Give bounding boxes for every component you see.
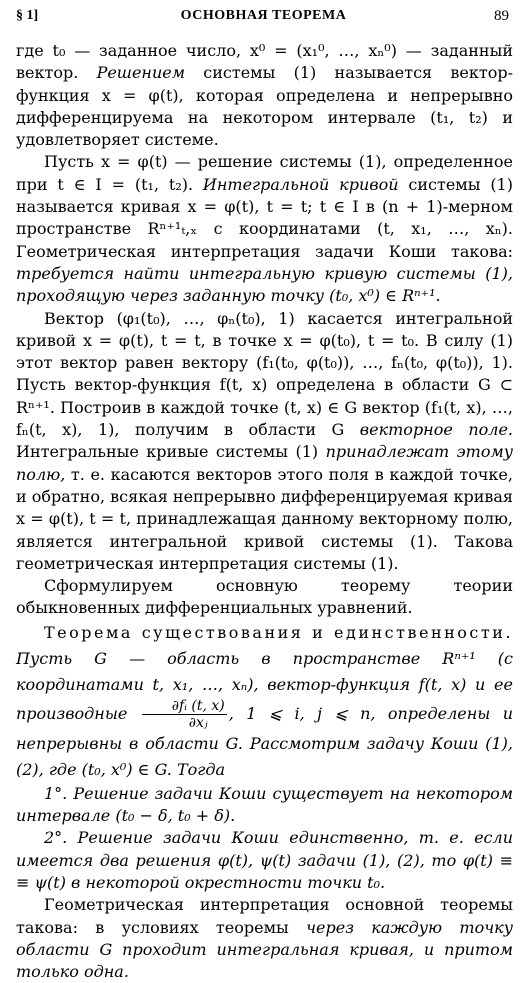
paragraph-solution-definition: где t₀ — заданное число, x⁰ = (x₁⁰, …, xₙ⁰) — заданный вектор. Решением системы (1) называется вектор-функция x = φ(t), которая определена и непрерывно дифференцируема на некотором интервале (t₁, t₂) и удовлетворяет системе. [16, 41, 513, 150]
running-title: ОСНОВНАЯ ТЕОРЕМА [180, 8, 347, 23]
paragraph-formulate: Сформулируем основную теорему теории обыкновенных дифференциальных уравнений. [16, 576, 513, 618]
theorem-item-existence: 1°. Решение задачи Коши существует на некотором интервале (t₀ − δ, t₀ + δ). [16, 783, 513, 826]
theorem-statement: Теорема существования и единственности. Пусть G — область в пространстве Rⁿ⁺¹ (с координатами t, x₁, …, xₙ), вектор-функция f(t, x) и ее производные $\frac{\text{∂fᵢ (t, x)}}{\text{∂xⱼ}}$ , 1 ⩽ i, j ⩽ n, определены и непрерывны в области G. Рассмотрим задачу Коши (1), (2), где (t₀, x⁰) ∈ G. Тогда [16, 622, 513, 779]
theorem-heading: Теорема существования и единственности. [44, 622, 513, 642]
page-number: 89 [494, 8, 509, 24]
page-body [16, 40, 513, 983]
theorem-item-uniqueness: 2°. Решение задачи Коши единственно, т. е. если имеется два решения φ(t), ψ(t) задачи (1), (2), то φ(t) ≡ ≡ ψ(t) в некоторой окрестности точки t₀. [16, 828, 513, 892]
paragraph-vector-field: Вектор (φ₁(t₀), …, φₙ(t₀), 1) касается интегральной кривой x = φ(t), t = t, в точке x = φ(t₀), t = t₀. В силу (1) этот вектор равен вектору (f₁(t₀, φ(t₀)), …, fₙ(t₀, φ(t₀)), 1). Пусть вектор-функция f(t, x) определена в области G ⊂ Rⁿ⁺¹. Построив в каждой точке (t, x) ∈ G вектор (f₁(t, x), …, fₙ(t, x), 1), получим в области G векторное поле. Интегральные кривые системы (1) принадлежат этому полю, т. е. касаются векторов этого поля в каждой точке, и обратно, всякая непрерывно дифференцируемая кривая x = φ(t), t = t, принадлежащая данному векторному полю, является интегральной кривой системы (1). Такова геометрическая интерпретация системы (1). [16, 308, 514, 573]
section-label: § 1] [16, 8, 39, 23]
paragraph-integral-curve: Пусть x = φ(t) — решение системы (1), определенное при t ∈ I = (t₁, t₂). Интегральной кривой системы (1) называется кривая x = φ(t), t = t; t ∈ I в (n + 1)-мерном пространстве Rⁿ⁺¹ₜ,ₓ с координатами (t, x₁, …, xₙ). Геометрическая интерпретация задачи Коши такова: требуется найти интегральную кривую системы (1), проходящую через заданную точку (t₀, x⁰) ∈ Rⁿ⁺¹. [16, 152, 513, 306]
partial-derivative-fraction: $\frac{\text{∂fᵢ (t, x)}}{\text{∂xⱼ}}$ [142, 698, 227, 731]
paragraph-geometric-interpretation: Геометрическая интерпретация основной теоремы такова: в условиях теоремы через каждую точку области G проходит интегральная кривая, и притом только одна. [16, 895, 513, 982]
running-header [16, 8, 511, 28]
